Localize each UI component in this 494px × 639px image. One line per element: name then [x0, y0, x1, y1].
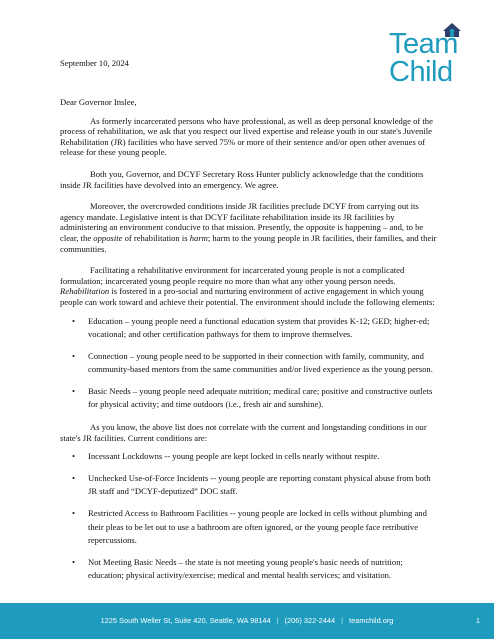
bullet-icon: •: [72, 451, 76, 462]
paragraph-4-part-a: Facilitating a rehabilitative environment for incarcerated young people is not a complicated formulation; incarcerated young people require no more than what any other young person needs.: [60, 265, 405, 286]
bullet-icon: •: [72, 472, 76, 483]
elements-list: [60, 315, 438, 413]
footer-divider: |: [276, 616, 279, 625]
bullet-icon: •: [72, 315, 76, 326]
bullet-icon: •: [72, 556, 76, 567]
paragraph-4: [60, 265, 438, 307]
list-item-text: Restricted Access to Bathroom Facilities -- young people are locked in cells without plumbing and their pleas to be let out to use a bathroom are often ignored, or the young people face retributive repercussions.: [88, 508, 427, 546]
list-item-text: Connection – young people need to be supported in their connection with family, community, and community-based mentors from the same communities and/or lived experience as the young person.: [88, 350, 433, 375]
list-item-text: Unchecked Use-of-Force Incidents -- young people are reporting constant physical abuse from both JR staff and “DCYF-deputized” DOC staff.: [88, 472, 431, 497]
paragraph-3-part-b: of rehabilitation is: [122, 232, 190, 243]
bullet-icon: •: [72, 350, 76, 361]
footer-bar: [0, 603, 494, 639]
letter-body: [60, 97, 438, 593]
emphasis-harm: harm: [189, 232, 208, 243]
list-item: [60, 450, 438, 464]
list-item-text: Incessant Lockdowns -- young people are kept locked in cells nearly without respite.: [88, 451, 380, 462]
emphasis-opposite: opposite: [93, 232, 123, 243]
greeting: Dear Governor Inslee,: [60, 97, 137, 107]
paragraph-4-part-b: is fostered in a pro-social and nurturing environment of active engagement in which young people can work toward and achieve their potential. The environment should include the following elements:: [60, 286, 435, 307]
paragraph-2: Both you, Governor, and DCYF Secretary Ross Hunter publicly acknowledge that the conditions inside JR facilities have devolved into an emergency. We agree.: [60, 168, 424, 190]
paragraph-3-part-c: ; harm to the young people in JR facilities, their families, and their communities.: [60, 232, 437, 254]
paragraph-1: As formerly incarcerated persons who have professional, as well as deep personal knowledge of the process of rehabilitation, we ask that you respect our lived expertise and release youth in our state's Juvenile Rehabilitation (JR) facilities who have served 75% or more of their sentence and/or open other avenues of release for these young people.: [60, 115, 433, 158]
page-number: 1: [475, 616, 480, 625]
paragraph-3-part-a: Moreover, the overcrowded conditions inside JR facilities preclude DCYF from carrying out its agency mandate. Legislative intent is that DCYF facilitate rehabilitation inside its JR facilities by administering an environment conducive to that mission. Presently, the opposite is happening – and, to be clear, the: [60, 201, 424, 243]
letter-date: September 10, 2024: [60, 58, 129, 68]
list-item-text: Not Meeting Basic Needs – the state is not meeting young people's basic needs of nutrition; education; physical activity/exercise; medical and mental health services; and visitation.: [88, 556, 403, 581]
emphasis-rehabilitation: Rehabilitation: [60, 286, 110, 297]
list-item: [60, 315, 438, 342]
list-item: [60, 507, 438, 548]
logo-word-team: Team: [389, 28, 458, 60]
teamchild-logo: [385, 22, 465, 92]
list-item-text: Basic Needs – young people need adequate nutrition; medical care; positive and constructive outlets for physical activity; and time outdoors (i.e., fresh air and sunshine).: [88, 385, 433, 410]
bullet-icon: •: [72, 385, 76, 396]
bullet-icon: •: [72, 508, 76, 519]
list-item: [60, 472, 438, 499]
list-item: [60, 385, 438, 412]
footer-website-link[interactable]: teamchild.org: [349, 616, 394, 625]
footer-address: 1225 South Weller St, Suite 420, Seattle, WA 98144: [100, 616, 271, 625]
footer-divider: |: [341, 616, 344, 625]
list-item: [60, 556, 438, 583]
logo-word-child: Child: [389, 56, 453, 88]
footer-phone: (206) 322-2444: [284, 616, 336, 625]
conditions-list: [60, 450, 438, 583]
paragraph-5: As you know, the above list does not correlate with the current and longstanding conditions in our state's JR facilities. Current conditions are:: [60, 422, 427, 443]
list-item-text: Education – young people need a functional education system that provides K-12; GED; higher-ed; vocational; and other certification pathways for them to improve themselves.: [88, 315, 430, 340]
paragraph-3: [60, 201, 438, 254]
footer-contact: [0, 616, 494, 625]
list-item: [60, 350, 438, 377]
